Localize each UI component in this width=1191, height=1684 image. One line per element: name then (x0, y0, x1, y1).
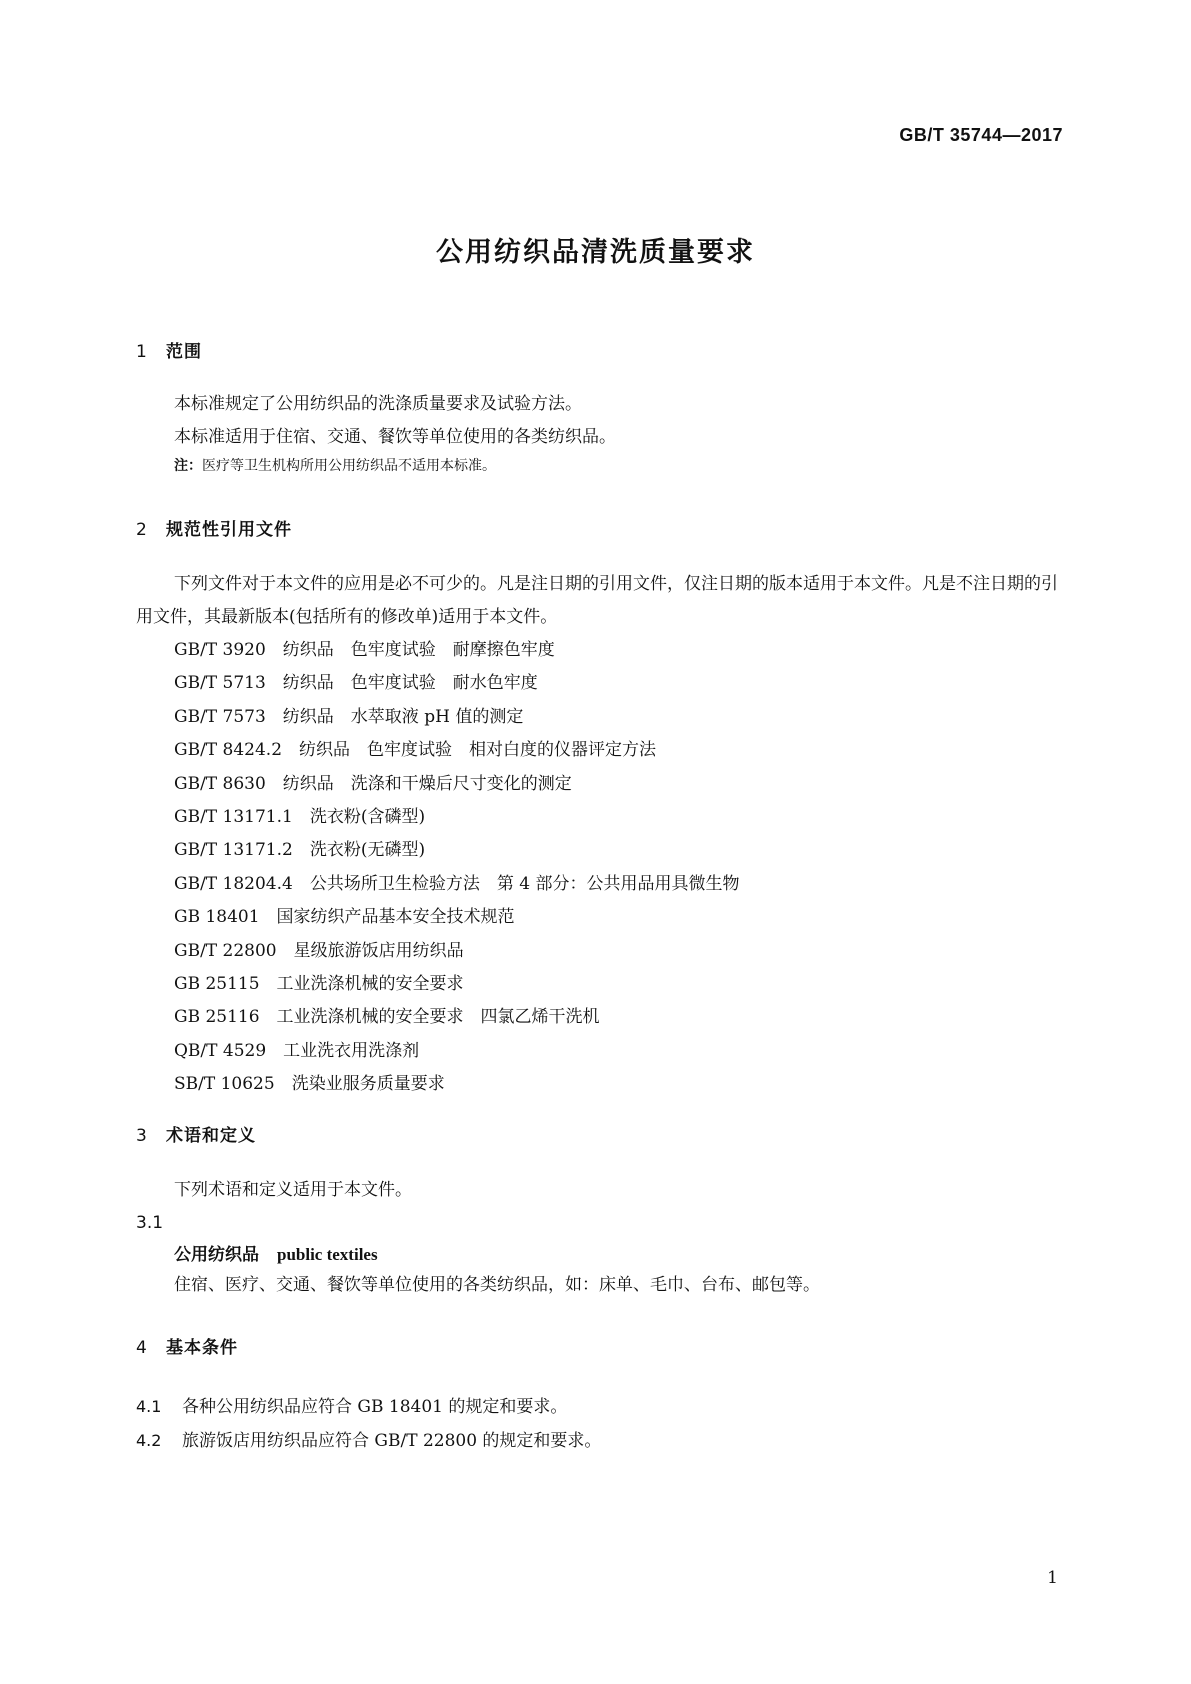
scope-paragraph: 本标准适用于住宿、交通、餐饮等单位使用的各类纺织品。 (174, 427, 616, 447)
term-definition: 住宿、医疗、交通、餐饮等单位使用的各类纺织品，如：床单、毛巾、台布、邮包等。 (174, 1274, 820, 1295)
reference-item: SB/T 10625 洗染业服务质量要求 (174, 1074, 445, 1095)
section-heading-scope (136, 340, 1066, 364)
reference-item: GB 25115 工业洗涤机械的安全要求 (174, 974, 464, 995)
reference-item: GB/T 3920 纺织品 色牢度试验 耐摩擦色牢度 (174, 640, 555, 660)
term-name-en: public textiles (277, 1244, 378, 1264)
reference-item: GB/T 13171.1 洗衣粉(含磷型) (174, 807, 426, 828)
section-title: 基本条件 (166, 1337, 238, 1358)
reference-item: GB 25116 工业洗涤机械的安全要求 四氯乙烯干洗机 (174, 1007, 600, 1028)
reference-item: GB/T 7573 纺织品 水萃取液 pH 值的测定 (174, 706, 524, 727)
document-body (136, 340, 1066, 1458)
section-number: 2 (136, 520, 148, 540)
section-heading-refs (136, 518, 1066, 542)
scope-paragraph: 本标准规定了公用纺织品的洗涤质量要求及试验方法。 (174, 394, 582, 414)
clause (136, 1424, 1066, 1458)
section-number: 1 (136, 342, 148, 362)
page-number: 1 (1047, 1568, 1058, 1588)
reference-item: GB/T 8630 纺织品 洗涤和干燥后尺寸变化的测定 (174, 773, 572, 794)
reference-item: GB/T 5713 纺织品 色牢度试验 耐水色牢度 (174, 673, 538, 694)
term-name (136, 1240, 1066, 1270)
reference-item: GB 18401 国家纺织产品基本安全技术规范 (174, 907, 515, 928)
clause-number: 4.1 (136, 1396, 162, 1416)
refs-intro: 下列文件对于本文件的应用是必不可少的。凡是注日期的引用文件，仅注日期的版本适用于本文件。凡是不注日期的引用文件，其最新版本(包括所有的修改单)适用于本文件。 (136, 574, 1058, 627)
clause-text: 旅游饭店用纺织品应符合 GB/T 22800 的规定和要求。 (182, 1430, 602, 1451)
section-title: 范围 (166, 342, 202, 362)
clause (136, 1390, 1066, 1424)
note-text: 医疗等卫生机构所用公用纺织品不适用本标准。 (202, 458, 496, 474)
term-name-cn: 公用纺织品 (174, 1244, 259, 1265)
reference-item: GB/T 8424.2 纺织品 色牢度试验 相对白度的仪器评定方法 (174, 740, 657, 761)
reference-item: GB/T 18204.4 公共场所卫生检验方法 第 4 部分：公共用品用具微生物 (174, 873, 740, 894)
term-number: 3.1 (136, 1212, 164, 1233)
section-heading-terms (136, 1124, 1066, 1148)
reference-item: GB/T 22800 星级旅游饭店用纺织品 (174, 940, 464, 961)
reference-list (136, 634, 1066, 1102)
clause-text: 各种公用纺织品应符合 GB 18401 的规定和要求。 (182, 1396, 568, 1417)
section-number: 3 (136, 1125, 148, 1146)
section-title: 规范性引用文件 (166, 520, 292, 540)
reference-item: QB/T 4529 工业洗衣用洗涤剂 (174, 1040, 420, 1061)
section-number: 4 (136, 1337, 148, 1358)
reference-item: GB/T 13171.2 洗衣粉(无磷型) (174, 840, 426, 861)
note-label: 注： (174, 458, 202, 474)
clause-number: 4.2 (136, 1430, 162, 1450)
terms-intro: 下列术语和定义适用于本文件。 (174, 1179, 412, 1200)
section-heading-basic (136, 1336, 1066, 1360)
scope-note (136, 454, 1066, 478)
standard-code: GB/T 35744—2017 (899, 125, 1063, 145)
document-title: 公用纺织品清洗质量要求 (436, 237, 755, 268)
section-title: 术语和定义 (166, 1125, 256, 1146)
